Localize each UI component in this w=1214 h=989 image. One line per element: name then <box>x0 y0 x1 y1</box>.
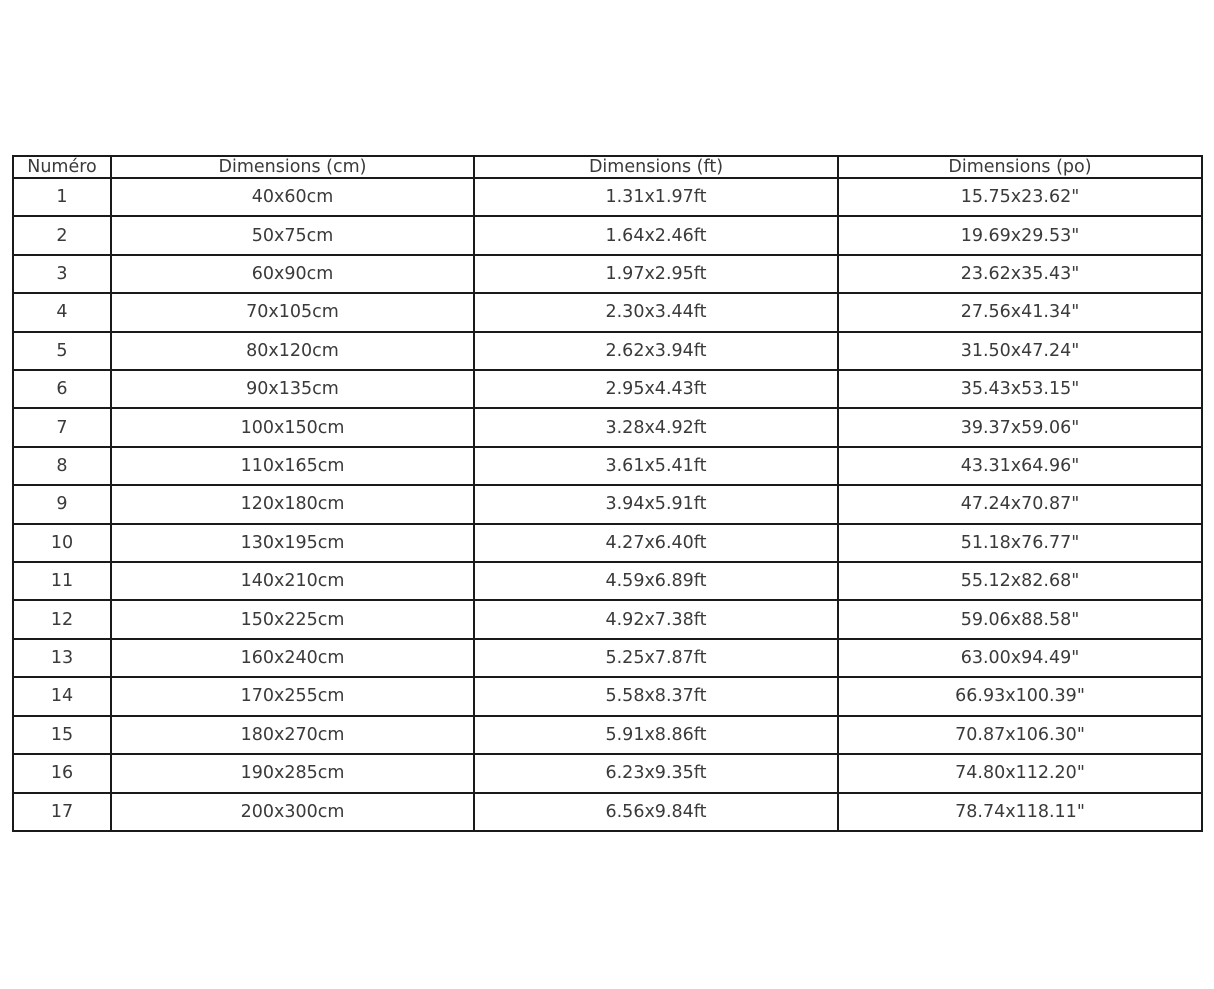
table-cell-ft: 5.91x8.86ft <box>474 716 838 754</box>
table-cell-cm: 40x60cm <box>111 178 474 216</box>
table-cell-cm: 110x165cm <box>111 447 474 485</box>
table-cell-numero: 16 <box>13 754 111 792</box>
column-header-numero: Numéro <box>13 156 111 178</box>
table-cell-numero: 11 <box>13 562 111 600</box>
table-row <box>13 255 1202 293</box>
table-cell-ft: 3.28x4.92ft <box>474 408 838 446</box>
column-header-dimensions-ft: Dimensions (ft) <box>474 156 838 178</box>
table-cell-po: 47.24x70.87" <box>838 485 1202 523</box>
table-cell-po: 43.31x64.96" <box>838 447 1202 485</box>
table-cell-cm: 180x270cm <box>111 716 474 754</box>
table-cell-po: 70.87x106.30" <box>838 716 1202 754</box>
table-row <box>13 408 1202 446</box>
table-cell-po: 66.93x100.39" <box>838 677 1202 715</box>
table-cell-ft: 3.61x5.41ft <box>474 447 838 485</box>
table-row <box>13 793 1202 832</box>
table-cell-cm: 120x180cm <box>111 485 474 523</box>
table-row <box>13 447 1202 485</box>
table-cell-numero: 10 <box>13 524 111 562</box>
table-cell-cm: 80x120cm <box>111 332 474 370</box>
table-row <box>13 677 1202 715</box>
table-cell-cm: 170x255cm <box>111 677 474 715</box>
table-row <box>13 332 1202 370</box>
table-cell-ft: 4.27x6.40ft <box>474 524 838 562</box>
table-cell-numero: 12 <box>13 600 111 638</box>
table-cell-cm: 140x210cm <box>111 562 474 600</box>
table-cell-ft: 4.92x7.38ft <box>474 600 838 638</box>
table-cell-po: 51.18x76.77" <box>838 524 1202 562</box>
table-cell-po: 35.43x53.15" <box>838 370 1202 408</box>
dimensions-conversion-table <box>12 155 1203 832</box>
table-cell-numero: 7 <box>13 408 111 446</box>
table-cell-ft: 6.56x9.84ft <box>474 793 838 832</box>
table-row <box>13 754 1202 792</box>
table-row <box>13 178 1202 216</box>
table-header-row <box>13 156 1202 178</box>
table-cell-cm: 60x90cm <box>111 255 474 293</box>
table-body <box>13 178 1202 831</box>
table-cell-cm: 160x240cm <box>111 639 474 677</box>
table-cell-po: 31.50x47.24" <box>838 332 1202 370</box>
table-cell-ft: 2.62x3.94ft <box>474 332 838 370</box>
table-cell-cm: 50x75cm <box>111 216 474 254</box>
table-row <box>13 562 1202 600</box>
table-row <box>13 485 1202 523</box>
table-cell-ft: 2.95x4.43ft <box>474 370 838 408</box>
table-cell-po: 63.00x94.49" <box>838 639 1202 677</box>
table-cell-numero: 4 <box>13 293 111 331</box>
table-cell-po: 59.06x88.58" <box>838 600 1202 638</box>
table-cell-cm: 100x150cm <box>111 408 474 446</box>
column-header-dimensions-cm: Dimensions (cm) <box>111 156 474 178</box>
table-cell-numero: 1 <box>13 178 111 216</box>
table-cell-cm: 200x300cm <box>111 793 474 832</box>
table-row <box>13 600 1202 638</box>
table-cell-cm: 90x135cm <box>111 370 474 408</box>
table-row <box>13 524 1202 562</box>
table-cell-numero: 8 <box>13 447 111 485</box>
table-cell-po: 74.80x112.20" <box>838 754 1202 792</box>
table-cell-ft: 5.58x8.37ft <box>474 677 838 715</box>
table-cell-ft: 3.94x5.91ft <box>474 485 838 523</box>
table-cell-cm: 70x105cm <box>111 293 474 331</box>
table-cell-numero: 17 <box>13 793 111 832</box>
table-cell-ft: 1.64x2.46ft <box>474 216 838 254</box>
table-row <box>13 716 1202 754</box>
column-header-dimensions-po: Dimensions (po) <box>838 156 1202 178</box>
table-cell-cm: 190x285cm <box>111 754 474 792</box>
table-cell-ft: 5.25x7.87ft <box>474 639 838 677</box>
table-row <box>13 216 1202 254</box>
table-cell-po: 19.69x29.53" <box>838 216 1202 254</box>
table-cell-ft: 6.23x9.35ft <box>474 754 838 792</box>
table-cell-cm: 150x225cm <box>111 600 474 638</box>
table-cell-po: 23.62x35.43" <box>838 255 1202 293</box>
table-cell-po: 55.12x82.68" <box>838 562 1202 600</box>
table-cell-numero: 13 <box>13 639 111 677</box>
table-row <box>13 639 1202 677</box>
table-row <box>13 370 1202 408</box>
table-cell-ft: 1.97x2.95ft <box>474 255 838 293</box>
table-cell-numero: 2 <box>13 216 111 254</box>
table-cell-po: 15.75x23.62" <box>838 178 1202 216</box>
table-cell-po: 27.56x41.34" <box>838 293 1202 331</box>
table-cell-numero: 14 <box>13 677 111 715</box>
table-cell-numero: 6 <box>13 370 111 408</box>
table-cell-numero: 5 <box>13 332 111 370</box>
table-cell-ft: 4.59x6.89ft <box>474 562 838 600</box>
table-cell-po: 78.74x118.11" <box>838 793 1202 832</box>
table-cell-cm: 130x195cm <box>111 524 474 562</box>
table-row <box>13 293 1202 331</box>
table-cell-ft: 1.31x1.97ft <box>474 178 838 216</box>
table-cell-po: 39.37x59.06" <box>838 408 1202 446</box>
table-cell-ft: 2.30x3.44ft <box>474 293 838 331</box>
table-cell-numero: 3 <box>13 255 111 293</box>
table-cell-numero: 15 <box>13 716 111 754</box>
table-cell-numero: 9 <box>13 485 111 523</box>
